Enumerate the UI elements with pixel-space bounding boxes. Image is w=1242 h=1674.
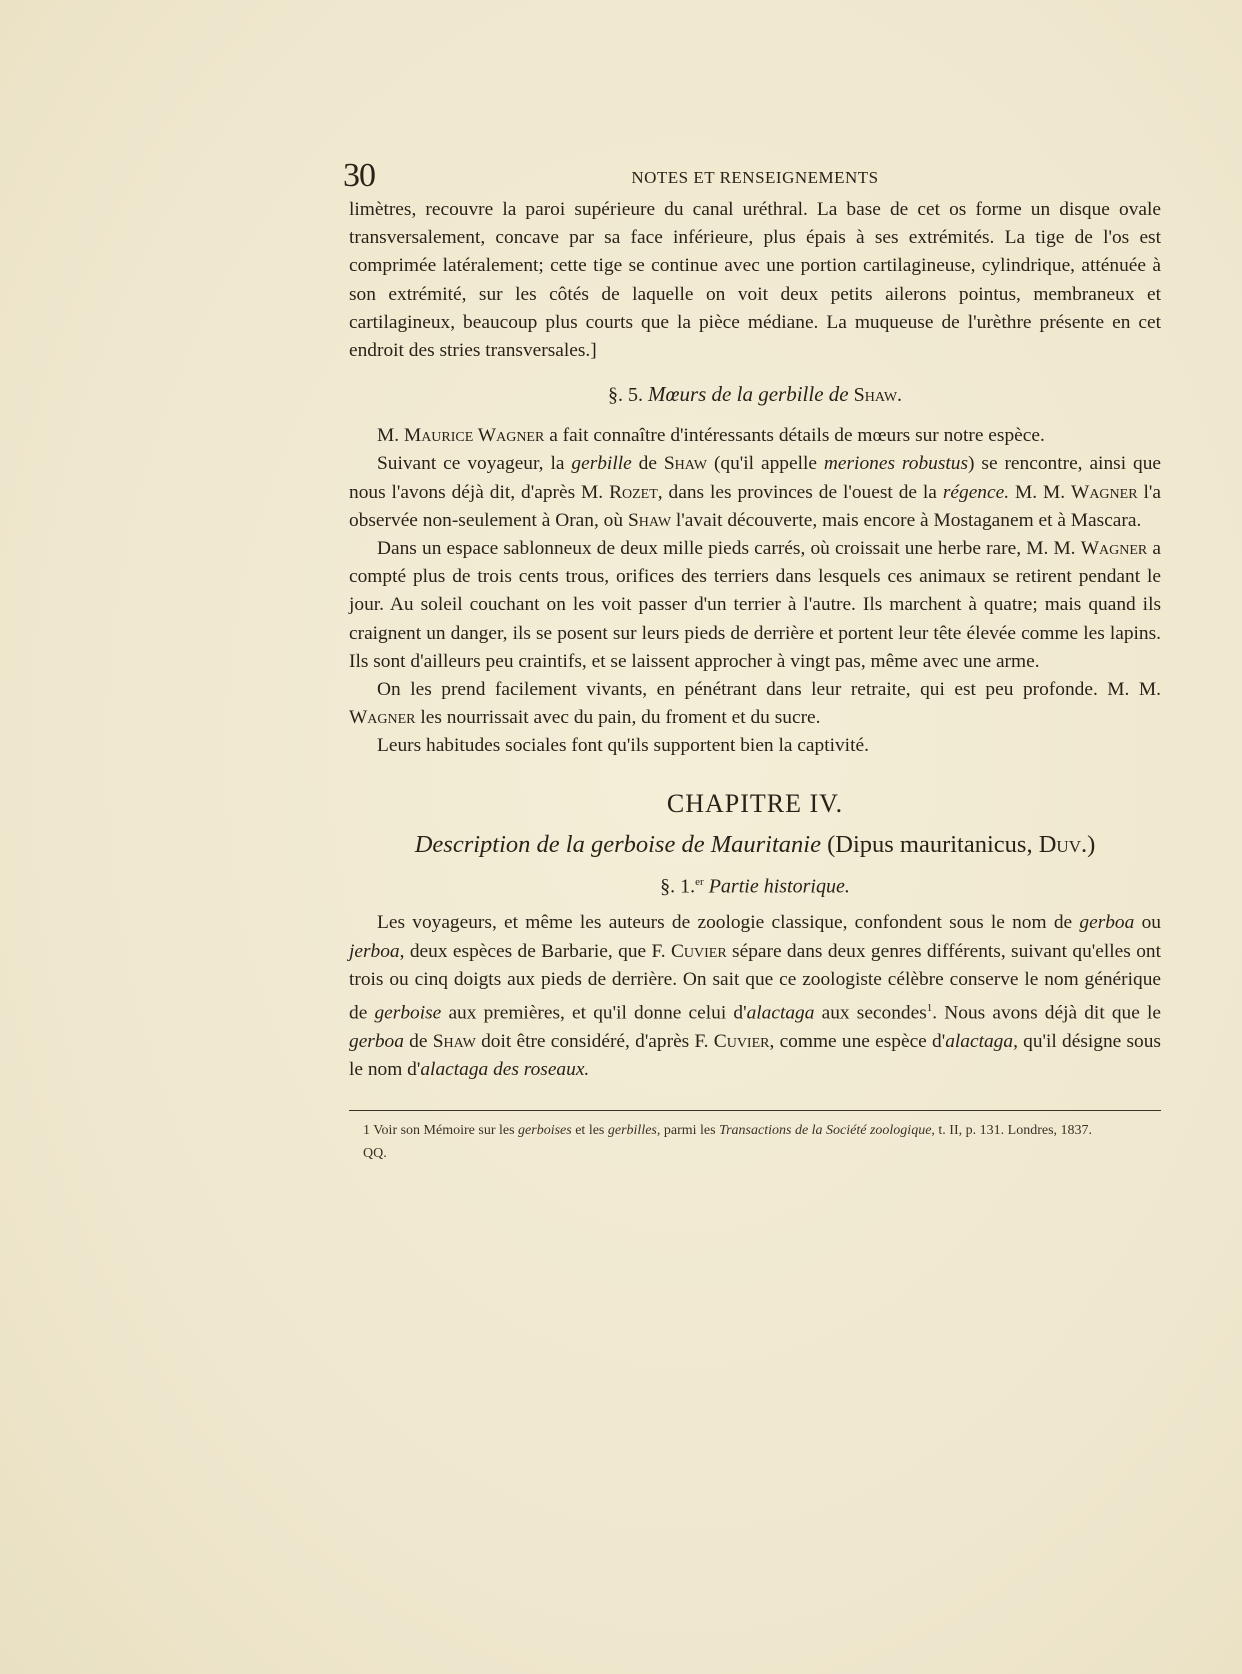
text-run: aux premières, et qu'il donne celui d' (448, 1002, 747, 1024)
person-name: Maurice Wagner (403, 425, 545, 447)
text-run: , dans les provinces de l'ouest de la (657, 481, 937, 503)
person-name: Cuvier (670, 940, 727, 962)
italic-term: gerboise (374, 1002, 442, 1024)
text-run: , t. II, p. 131. Londres, 1837. (931, 1123, 1093, 1138)
text-run: sépare dans deux genres différents, suivant qu'elles ont trois ou cinq doigts aux pieds de derrière. On sait que ce zoologiste célèbre conserve le nom générique de (349, 940, 1161, 1024)
text-run: ou (1141, 912, 1161, 934)
chapter-subtitle-species: (Dipus mauritanicus, (827, 830, 1033, 858)
footnote-rule (349, 1110, 1161, 1111)
chapter-title: CHAPITRE IV. (666, 788, 844, 818)
italic-term: gerboa (349, 1030, 404, 1052)
text-run: a fait connaître d'intéressants détails de mœurs sur notre espèce. (549, 425, 1045, 447)
text-run: l'a observée non-seulement à Oran, où (349, 481, 1161, 531)
paragraph (349, 422, 1161, 450)
text-column (343, 156, 1162, 1165)
italic-term: gerbilles (607, 1123, 657, 1138)
italic-term: gerboises (518, 1123, 572, 1138)
italic-term: gerboa (1079, 912, 1135, 934)
text-run: M. (377, 425, 400, 447)
text-run: l'avait découverte, mais encore à Mostaganem et à Mascara. (675, 509, 1142, 531)
italic-term: régence. (942, 481, 1010, 503)
paragraph: Leurs habitudes sociales font qu'ils supportent bien la captivité. (377, 735, 869, 757)
section-heading-1 (349, 869, 1161, 900)
text-run: doit être considéré, d'après F. (481, 1030, 709, 1052)
text-run: . Nous avons déjà dit que le (932, 1002, 1162, 1024)
footnote-ref[interactable]: 1 (926, 1001, 933, 1014)
page-header (343, 156, 1161, 196)
text-run: , deux espèces de Barbarie, que F. (399, 940, 666, 962)
paragraph (349, 909, 1161, 1084)
text-run: 1 Voir son Mémoire sur les (363, 1123, 515, 1138)
italic-term: alactaga (746, 1002, 815, 1024)
person-name: Shaw (663, 453, 707, 475)
text-run: M. M. (1014, 481, 1066, 503)
text-run: On les prend facilement vivants, en pénétrant dans leur retraite, qui est peu profonde. M. M. (377, 679, 1161, 701)
footnote (349, 1119, 1161, 1143)
text-run: ) se rencontre, ainsi que nous l'avons déjà dit, d'après M. (349, 453, 1161, 503)
text-run: , comme une espèce d' (769, 1030, 946, 1052)
text-run: (qu'il appelle (713, 453, 817, 475)
italic-term: alactaga (945, 1030, 1014, 1052)
text-run: Dans un espace sablonneux de deux mille pieds carrés, où croissait une herbe rare, M. M. (377, 538, 1076, 560)
paragraph (349, 535, 1161, 676)
person-name: Shaw (627, 509, 672, 531)
person-name: Wagner (1071, 481, 1138, 503)
italic-term: jerboa (349, 940, 400, 962)
text-run: , parmi les (656, 1123, 716, 1138)
section-title-name: Shaw. (853, 384, 903, 407)
person-name: Shaw (432, 1030, 476, 1052)
signature-mark: QQ. (363, 1146, 387, 1161)
person-name: Rozet (609, 481, 658, 503)
text-run: aux secondes (821, 1002, 927, 1024)
text-run: Suivant ce voyageur, la (377, 453, 565, 475)
section-title: Mœurs de la gerbille de (647, 382, 849, 407)
italic-term: Transactions de la Société zoologique (719, 1123, 932, 1138)
text-run: a compté plus de trois cents trous, orifices des terriers dans lesquels ces animaux se retirent pendant le jour. Au soleil couchant on les voit passer d'un terrier à l'autre. Ils marchent à quatre; mais quand ils craignent un danger, ils se posent sur leurs pieds de derrière et portent leur tête élevée comme les lapins. Ils sont d'ailleurs peu craintifs, et se laissent approcher à vingt pas, même avec une arme. (349, 538, 1161, 672)
person-name: Wagner (1080, 538, 1148, 560)
italic-term: alactaga des roseaux. (420, 1058, 590, 1080)
paragraph (349, 676, 1161, 732)
paragraph (349, 450, 1161, 535)
section-number: §. 1. (660, 875, 696, 898)
page-number: 30 (343, 157, 375, 194)
running-head: NOTES ET RENSEIGNEMENTS (631, 168, 879, 187)
text-run: de (638, 453, 657, 475)
chapter-subtitle-author: Duv.) (1038, 830, 1096, 858)
text-run: les nourrissait avec du pain, du froment et du sucre. (420, 707, 821, 729)
chapter-subtitle (349, 829, 1161, 861)
text-run: , qu'il désigne sous le nom d' (349, 1030, 1161, 1080)
person-name: Cuvier (713, 1030, 770, 1052)
text-run: Les voyageurs, et même les auteurs de zoologie classique, confondent sous le nom de (377, 912, 1073, 934)
paragraph-continuation: limètres, recouvre la paroi supérieure du canal uréthral. La base de cet os forme un disque ovale transversalement, concave par sa face inférieure, plus épais à ses extrémités. La tige de l'os est comprimée latéralement; cette tige se continue avec une portion cartilagineuse, cylindrique, atténuée à son extrémité, sur les côtés de laquelle on voit deux petits ailerons pointus, membraneux et cartilagineux, beaucoup plus courts que la pièce médiane. La muqueuse de l'urèthre présente en cet endroit des stries transversales.] (349, 199, 1161, 362)
italic-term: gerbille (571, 453, 632, 475)
chapter-subtitle-italic: Description de la gerboise de Mauritanie (414, 830, 821, 858)
section-heading-5 (349, 381, 1161, 408)
italic-term: meriones robustus (823, 453, 969, 475)
section-title: Partie historique. (708, 875, 850, 898)
person-name: Wagner (349, 707, 416, 729)
superscript: er (695, 875, 704, 888)
text-run: de (409, 1030, 428, 1052)
section-number: §. 5. (607, 384, 643, 407)
text-run: et les (575, 1123, 605, 1138)
